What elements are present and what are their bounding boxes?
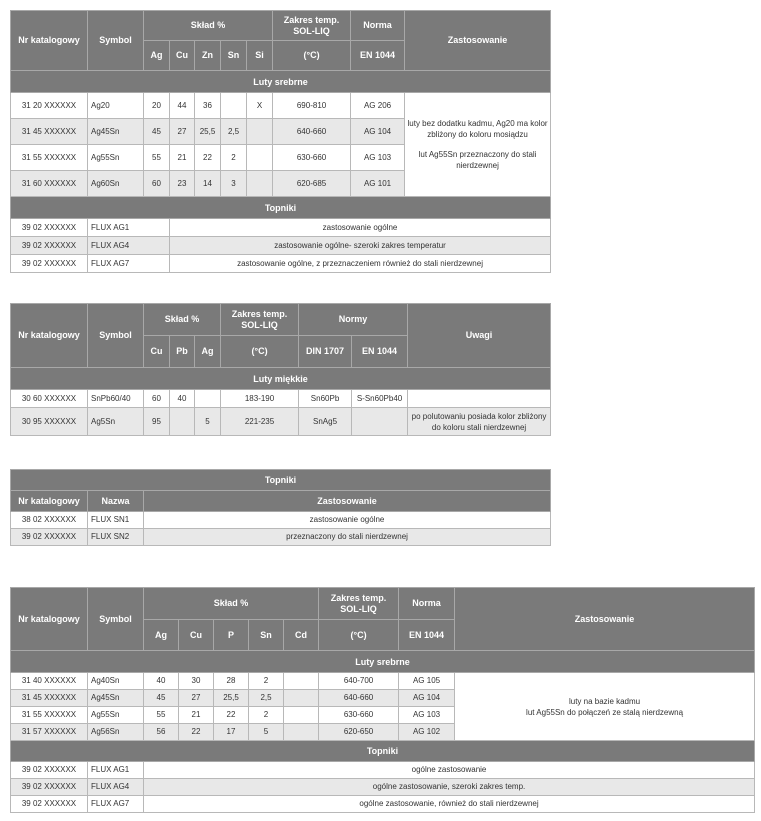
cell-en: AG 102 [399, 724, 455, 741]
cell-sn: 2 [249, 707, 284, 724]
header-symbol: Symbol [88, 304, 144, 368]
cell-symbol: Ag45Sn [88, 119, 144, 145]
section-luty-miekkie: Luty miękkie [11, 368, 551, 390]
cell-pb: 40 [170, 390, 195, 408]
cell-p: 25,5 [214, 690, 249, 707]
cell-sn: 5 [249, 724, 284, 741]
header-norma: Norma [399, 588, 455, 620]
cell-cu: 23 [170, 171, 195, 197]
cell-ag: 5 [195, 408, 221, 436]
cell-symbol: Ag55Sn [88, 145, 144, 171]
cell-temp: 640-660 [319, 690, 399, 707]
section-topniki: Topniki [11, 197, 551, 219]
header-nr-katalogowy: Nr katalogowy [11, 491, 88, 512]
table-row [11, 93, 551, 119]
header-nr-katalogowy: Nr katalogowy [11, 11, 88, 71]
cell-en: AG 105 [399, 673, 455, 690]
header-uwagi: Uwagi [408, 304, 551, 368]
header-din: DIN 1707 [299, 336, 352, 368]
cell-en [352, 408, 408, 436]
table-row [11, 512, 551, 529]
note-text: luty na bazie kadmu [568, 696, 641, 706]
cell-symbol: Ag60Sn [88, 171, 144, 197]
cell-si [247, 119, 273, 145]
cell-nr: 31 40 XXXXXX [11, 673, 88, 690]
cell-symbol: Ag56Sn [88, 724, 144, 741]
cell-symbol: FLUX AG1 [88, 219, 170, 237]
cell-en: AG 104 [351, 119, 405, 145]
header-sn: Sn [249, 620, 284, 651]
header-nr-katalogowy: Nr katalogowy [11, 588, 88, 651]
header-norma: Norma [351, 11, 405, 41]
cell-sn: 3 [221, 171, 247, 197]
header-pb: Pb [170, 336, 195, 368]
cell-temp: 620-650 [319, 724, 399, 741]
cell-cd [284, 724, 319, 741]
cell-zastosowanie: przeznaczony do stali nierdzewnej [144, 529, 551, 546]
cell-sn: 2 [221, 145, 247, 171]
cell-cu: 21 [179, 707, 214, 724]
cell-ag: 56 [144, 724, 179, 741]
cell-temp: 183-190 [221, 390, 299, 408]
cell-cd [284, 690, 319, 707]
cell-temp: 620-685 [273, 171, 351, 197]
table-title: Topniki [11, 470, 551, 491]
cell-nr: 30 95 XXXXXX [11, 408, 88, 436]
cell-nr: 39 02 XXXXXX [11, 255, 88, 273]
header-zakres-temp: Zakres temp. SOL-LIQ [221, 304, 299, 336]
cell-nr: 31 45 XXXXXX [11, 690, 88, 707]
header-cu: Cu [170, 41, 195, 71]
cell-cd [284, 707, 319, 724]
cell-sn: 2 [249, 673, 284, 690]
cell-nr: 39 02 XXXXXX [11, 529, 88, 546]
header-sklad: Skład % [144, 304, 221, 336]
cell-symbol: Ag45Sn [88, 690, 144, 707]
header-en: EN 1044 [399, 620, 455, 651]
silver-solders-table [10, 10, 551, 273]
table-row [11, 529, 551, 546]
header-sklad: Skład % [144, 11, 273, 41]
cell-ag: 20 [144, 93, 170, 119]
cell-symbol: Ag55Sn [88, 707, 144, 724]
table-row [11, 762, 755, 779]
header-normy: Normy [299, 304, 408, 336]
cell-zastosowanie: zastosowanie ogólne [144, 512, 551, 529]
cell-symbol: FLUX AG7 [88, 255, 170, 273]
cell-cu: 60 [144, 390, 170, 408]
cell-nr: 39 02 XXXXXX [11, 219, 88, 237]
cell-ag: 40 [144, 673, 179, 690]
section-luty-srebrne: Luty srebrne [11, 651, 755, 673]
cell-nr: 31 57 XXXXXX [11, 724, 88, 741]
cell-din: SnAg5 [299, 408, 352, 436]
cell-nr: 31 55 XXXXXX [11, 145, 88, 171]
cell-symbol: SnPb60/40 [88, 390, 144, 408]
header-sn: Sn [221, 41, 247, 71]
header-unit: (°C) [319, 620, 399, 651]
table-row [11, 408, 551, 436]
table-row [11, 237, 551, 255]
header-ag: Ag [144, 620, 179, 651]
cell-cu: 95 [144, 408, 170, 436]
header-zastosowanie: Zastosowanie [144, 491, 551, 512]
cell-en: AG 103 [399, 707, 455, 724]
cell-symbol: FLUX AG1 [88, 762, 144, 779]
soft-solders-table [10, 303, 551, 436]
cell-si [247, 171, 273, 197]
cell-zastosowanie: ogólne zastosowanie [144, 762, 755, 779]
cell-en: S-Sn60Pb40 [352, 390, 408, 408]
cell-temp: 221-235 [221, 408, 299, 436]
cell-zastosowanie: zastosowanie ogólne, z przeznaczeniem również do stali nierdzewnej [170, 255, 551, 273]
cadmium-silver-solders-table [10, 587, 755, 813]
cell-p: 17 [214, 724, 249, 741]
cell-cu: 27 [170, 119, 195, 145]
cell-temp: 690-810 [273, 93, 351, 119]
table-row [11, 390, 551, 408]
note-cell [405, 93, 551, 197]
header-sklad: Skład % [144, 588, 319, 620]
cell-symbol: FLUX AG7 [88, 796, 144, 813]
header-en: EN 1044 [351, 41, 405, 71]
cell-zn: 25,5 [195, 119, 221, 145]
note-text: lut Ag55Sn do połączeń ze stalą nierdzewną [526, 707, 684, 717]
header-unit: (°C) [221, 336, 299, 368]
cell-en: AG 206 [351, 93, 405, 119]
cell-pb [170, 408, 195, 436]
cell-nr: 31 55 XXXXXX [11, 707, 88, 724]
header-zn: Zn [195, 41, 221, 71]
cell-uwagi: po polutowaniu posiada kolor zbliżony do koloru stali nierdzewnej [408, 408, 551, 436]
cell-cu: 30 [179, 673, 214, 690]
cell-nazwa: FLUX SN2 [88, 529, 144, 546]
header-en: EN 1044 [352, 336, 408, 368]
header-ag: Ag [144, 41, 170, 71]
cell-zn: 14 [195, 171, 221, 197]
table-row [11, 255, 551, 273]
note-text: luty bez dodatku kadmu, Ag20 ma kolor zbliżony do koloru mosiądzu [407, 119, 548, 139]
cell-temp: 640-660 [273, 119, 351, 145]
cell-zastosowanie: zastosowanie ogólne- szeroki zakres temperatur [170, 237, 551, 255]
table-row [11, 673, 755, 690]
cell-p: 22 [214, 707, 249, 724]
cell-nr: 31 60 XXXXXX [11, 171, 88, 197]
header-zastosowanie: Zastosowanie [455, 588, 755, 651]
header-nazwa: Nazwa [88, 491, 144, 512]
section-luty-srebrne: Luty srebrne [11, 71, 551, 93]
cell-sn [221, 93, 247, 119]
header-zakres-temp: Zakres temp. SOL-LIQ [273, 11, 351, 41]
header-si: Si [247, 41, 273, 71]
cell-nr: 38 02 XXXXXX [11, 512, 88, 529]
cell-en: AG 104 [399, 690, 455, 707]
cell-ag: 55 [144, 145, 170, 171]
header-zakres-temp: Zakres temp. SOL-LIQ [319, 588, 399, 620]
header-cu: Cu [144, 336, 170, 368]
cell-uwagi [408, 390, 551, 408]
header-symbol: Symbol [88, 11, 144, 71]
cell-si [247, 145, 273, 171]
table-row [11, 219, 551, 237]
section-topniki: Topniki [11, 741, 755, 762]
cell-zastosowanie: zastosowanie ogólne [170, 219, 551, 237]
cell-nr: 39 02 XXXXXX [11, 796, 88, 813]
cell-ag [195, 390, 221, 408]
cell-sn: 2,5 [249, 690, 284, 707]
cell-nr: 39 02 XXXXXX [11, 762, 88, 779]
header-cd: Cd [284, 620, 319, 651]
header-symbol: Symbol [88, 588, 144, 651]
cell-symbol: FLUX AG4 [88, 237, 170, 255]
header-cu: Cu [179, 620, 214, 651]
cell-cu: 27 [179, 690, 214, 707]
header-zastosowanie: Zastosowanie [405, 11, 551, 71]
cell-symbol: Ag5Sn [88, 408, 144, 436]
cell-cu: 21 [170, 145, 195, 171]
cell-symbol: FLUX AG4 [88, 779, 144, 796]
cell-symbol: Ag20 [88, 93, 144, 119]
cell-zn: 22 [195, 145, 221, 171]
table-row [11, 796, 755, 813]
note-cell [455, 673, 755, 741]
cell-p: 28 [214, 673, 249, 690]
cell-temp: 630-660 [319, 707, 399, 724]
cell-sn: 2,5 [221, 119, 247, 145]
cell-zastosowanie: ogólne zastosowanie, szeroki zakres temp. [144, 779, 755, 796]
header-nr-katalogowy: Nr katalogowy [11, 304, 88, 368]
cell-ag: 45 [144, 119, 170, 145]
cell-ag: 45 [144, 690, 179, 707]
soft-flux-table [10, 469, 551, 546]
cell-cd [284, 673, 319, 690]
header-unit: (°C) [273, 41, 351, 71]
header-ag: Ag [195, 336, 221, 368]
cell-din: Sn60Pb [299, 390, 352, 408]
cell-si: X [247, 93, 273, 119]
cell-en: AG 103 [351, 145, 405, 171]
cell-ag: 55 [144, 707, 179, 724]
cell-en: AG 101 [351, 171, 405, 197]
cell-cu: 44 [170, 93, 195, 119]
cell-temp: 640-700 [319, 673, 399, 690]
header-p: P [214, 620, 249, 651]
cell-ag: 60 [144, 171, 170, 197]
note-text: lut Ag55Sn przeznaczony do stali nierdzewnej [418, 150, 537, 170]
cell-temp: 630-660 [273, 145, 351, 171]
table-row [11, 779, 755, 796]
cell-zastosowanie: ogólne zastosowanie, również do stali nierdzewnej [144, 796, 755, 813]
cell-nr: 39 02 XXXXXX [11, 779, 88, 796]
cell-nazwa: FLUX SN1 [88, 512, 144, 529]
cell-nr: 31 45 XXXXXX [11, 119, 88, 145]
cell-nr: 30 60 XXXXXX [11, 390, 88, 408]
cell-cu: 22 [179, 724, 214, 741]
cell-nr: 31 20 XXXXXX [11, 93, 88, 119]
cell-nr: 39 02 XXXXXX [11, 237, 88, 255]
cell-zn: 36 [195, 93, 221, 119]
cell-symbol: Ag40Sn [88, 673, 144, 690]
